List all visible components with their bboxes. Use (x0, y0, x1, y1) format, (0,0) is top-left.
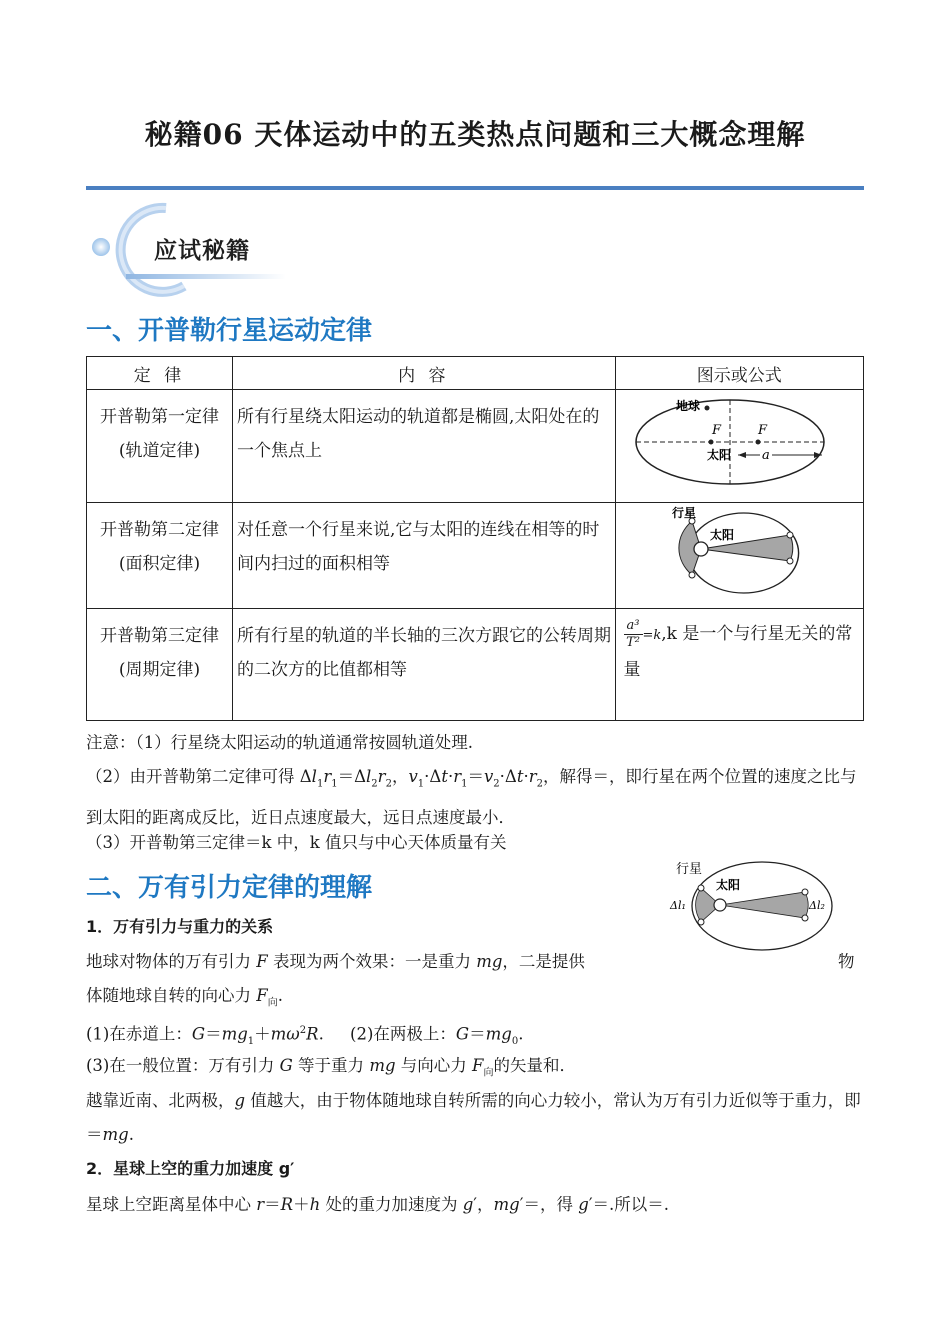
law-name-cell (87, 609, 233, 721)
section-heading-kepler: 一、开普勒行星运动定律 (86, 316, 373, 346)
law-name-cell (87, 390, 233, 503)
note-3: （3）开普勒第三定律＝k 中，k 值只与中心天体质量有关 (86, 833, 507, 852)
note-1: 注意：（1）行星绕太阳运动的轨道通常按圆轨道处理. (86, 733, 473, 752)
note-2: （2）由开普勒第二定律可得 $\Delta l_1r_1=\Delta l_2r_2$，$v_1\cdot\Delta t\cdot r_1=v_2\cdot\Delta t\cdot r_2$，解得＝，即行星在两个位置的速度之比与到太阳的距离成反比，近日点速度最大，远日点速度最小． (86, 767, 857, 828)
para-near-poles: 越靠近南、北两极，g 值越大，由于物体随地球自转所需的向心力较小，常认为万有引力近似等于重力，即＝mg. (86, 1091, 861, 1144)
label-focus-2: F (757, 423, 767, 438)
law-alias: (面积定律) (118, 554, 201, 574)
formula-numerator: a³ (624, 618, 643, 635)
law-content: 所有行星的轨道的半长轴的三次方跟它的公转周期的二次方的比值都相等 (233, 609, 616, 721)
label-sun: 太阳 (716, 878, 741, 892)
law-name-cell (87, 503, 233, 609)
law-content: 所有行星绕太阳运动的轨道都是椭圆,太阳处在的一个焦点上 (233, 390, 616, 503)
col-header-content: 内 容 (233, 357, 616, 390)
formula-explanation: ,k 是一个与行星无关的常量 (623, 624, 853, 680)
label-delta-l1: Δl₁ (670, 899, 686, 912)
law-name: 开普勒第一定律 (100, 407, 219, 427)
section-heading-gravitation: 二、万有引力定律的理解 (86, 873, 373, 903)
badge-label: 应试秘籍 (154, 238, 250, 264)
label-sun: 太阳 (709, 528, 734, 542)
area-law-figure (616, 503, 850, 596)
figure-cell (615, 503, 863, 609)
label-sun: 太阳 (706, 448, 731, 462)
label-focus-1: F (711, 423, 721, 438)
kepler-laws-table (86, 356, 864, 721)
title-rule (86, 186, 864, 190)
para-gravity-effects-3: 体随地球自转的向心力 $F_向$. (86, 986, 283, 1009)
law-content: 对任意一个行星来说,它与太阳的连线在相等的时间内扫过的面积相等 (233, 503, 616, 609)
para-gravity-effects-2: 物 (838, 952, 855, 971)
para-equator-poles: (1)在赤道上：$G=mg_1+m\omega^2R$. (2)在两极上：$G=mg_0$. (86, 1024, 524, 1047)
table-row (87, 503, 864, 609)
table-row (87, 390, 864, 503)
para-general-position: (3)在一般位置：万有引力 G 等于重力 mg 与向心力 $F_向$的矢量和． (86, 1056, 576, 1079)
label-planet: 行星 (676, 862, 703, 877)
label-planet: 行星 (671, 506, 696, 520)
law-alias: (周期定律) (118, 660, 201, 680)
table-row (87, 609, 864, 721)
formula-rhs: =k (642, 628, 662, 643)
subheading-gravity-relation: 1．万有引力与重力的关系 (86, 917, 274, 936)
col-header-figure: 图示或公式 (615, 357, 863, 390)
law-name: 开普勒第二定律 (100, 520, 219, 540)
col-header-law: 定 律 (87, 357, 233, 390)
formula-denominator: T² (626, 635, 640, 650)
para-gravity-effects-1: 地球对物体的万有引力 F 表现为两个效果：一是重力 mg，二是提供 (86, 952, 585, 971)
formula-cell (615, 609, 863, 721)
label-semi-major-axis: a (761, 448, 770, 463)
label-earth: 地球 (675, 399, 700, 413)
law-name: 开普勒第三定律 (100, 626, 219, 646)
para-gravity-acceleration: 星球上空距离星体中心 r＝R＋h 处的重力加速度为 g′，mg′＝，得 g′＝.所以＝. (86, 1195, 670, 1214)
figure-cell (615, 390, 863, 503)
label-delta-l2: Δl₂ (809, 899, 825, 912)
ellipse-orbit-figure (616, 390, 850, 490)
subheading-gravity-acceleration: 2．星球上空的重力加速度 g′ (86, 1159, 295, 1178)
document-title: 秘籍06 天体运动中的五类热点问题和三大概念理解 (144, 118, 806, 151)
kepler-third-formula (624, 618, 643, 651)
table-header-row (87, 357, 864, 390)
law-alias: (轨道定律) (118, 441, 201, 461)
